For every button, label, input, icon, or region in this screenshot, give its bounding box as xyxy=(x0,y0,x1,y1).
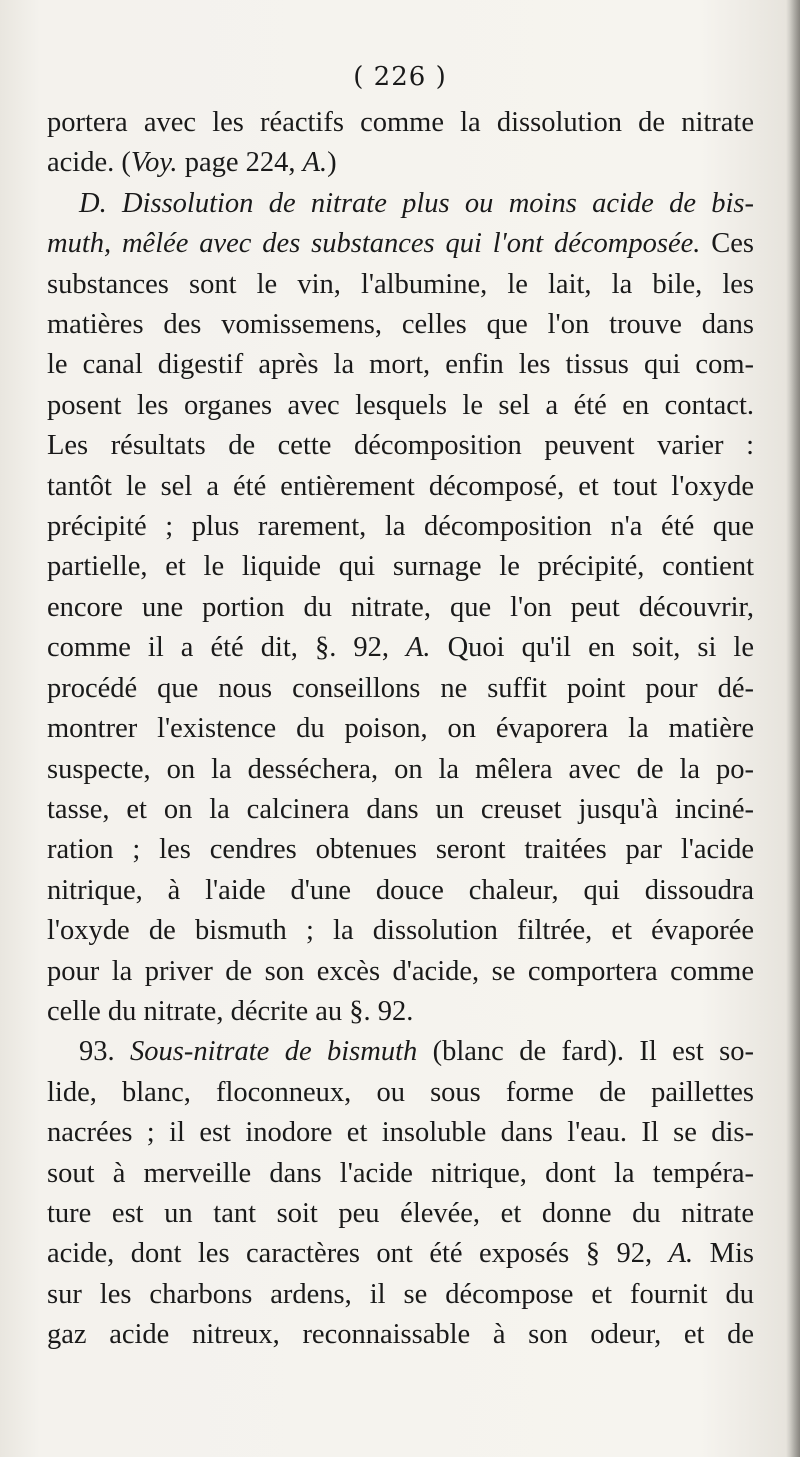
text-line: celle du nitrate, décrite au §. 92. xyxy=(47,995,414,1027)
section-heading-line: 93. Sous-nitrate de bismuth (blanc de fard). Il est so- xyxy=(79,1036,754,1068)
text-line: substances sont le vin, l'albumine, le lait, la bile, les xyxy=(47,268,754,300)
text-line: tantôt le sel a été entièrement décomposé, et tout l'oxyde xyxy=(47,470,754,502)
text-line: tasse, et on la calcinera dans un creuset jusqu'à inciné- xyxy=(47,793,754,825)
text-line: ture est un tant soit peu élevée, et donne du nitrate xyxy=(47,1197,754,1229)
body-text xyxy=(47,103,754,1356)
page-edge-shadow xyxy=(786,0,800,1457)
text-line: nitrique, à l'aide d'une douce chaleur, qui dissoudra xyxy=(47,874,754,906)
text-line: acide. (Voy. page 224, A.) xyxy=(47,147,337,179)
text-line: sur les charbons ardens, il se décompose et fournit du xyxy=(47,1278,754,1310)
text-line: acide, dont les caractères ont été exposés § 92, A. Mis xyxy=(47,1238,754,1270)
text-line: nacrées ; il est inodore et insoluble dans l'eau. Il se dis- xyxy=(47,1117,754,1149)
page-number: ( 226 ) xyxy=(353,62,447,92)
text-line: encore une portion du nitrate, que l'on peut découvrir, xyxy=(47,591,754,623)
text-line: portera avec les réactifs comme la dissolution de nitrate xyxy=(47,107,754,138)
text-line: posent les organes avec lesquels le sel a été en contact. xyxy=(47,389,754,421)
text-line: comme il a été dit, §. 92, A. Quoi qu'il en soit, si le xyxy=(47,632,754,664)
text-line: lide, blanc, floconneux, ou sous forme de paillettes xyxy=(47,1076,754,1108)
text-line: matières des vomissemens, celles que l'on trouve dans xyxy=(47,309,754,341)
text-line: muth, mêlée avec des substances qui l'ont décomposée. Ces xyxy=(47,228,754,260)
text-line: suspecte, on la desséchera, on la mêlera avec de la po- xyxy=(47,753,754,785)
text-line: ration ; les cendres obtenues seront traitées par l'acide xyxy=(47,834,754,866)
text-line: pour la priver de son excès d'acide, se comportera comme xyxy=(47,955,754,987)
text-line: sout à merveille dans l'acide nitrique, dont la tempéra- xyxy=(47,1157,754,1189)
text-line: précipité ; plus rarement, la décomposition n'a été que xyxy=(47,511,754,543)
text-line: montrer l'existence du poison, on évaporera la matière xyxy=(47,713,754,745)
text-line: partielle, et le liquide qui surnage le précipité, contient xyxy=(47,551,754,583)
text-line: gaz acide nitreux, reconnaissable à son odeur, et de xyxy=(47,1319,754,1351)
text-line: procédé que nous conseillons ne suffit point pour dé- xyxy=(47,672,754,704)
text-line: le canal digestif après la mort, enfin les tissus qui com- xyxy=(47,349,754,381)
text-line: Les résultats de cette décomposition peuvent varier : xyxy=(47,430,754,462)
section-heading-line: D. Dissolution de nitrate plus ou moins acide de bis- xyxy=(79,187,754,219)
text-line: l'oxyde de bismuth ; la dissolution filtrée, et évaporée xyxy=(47,915,754,947)
